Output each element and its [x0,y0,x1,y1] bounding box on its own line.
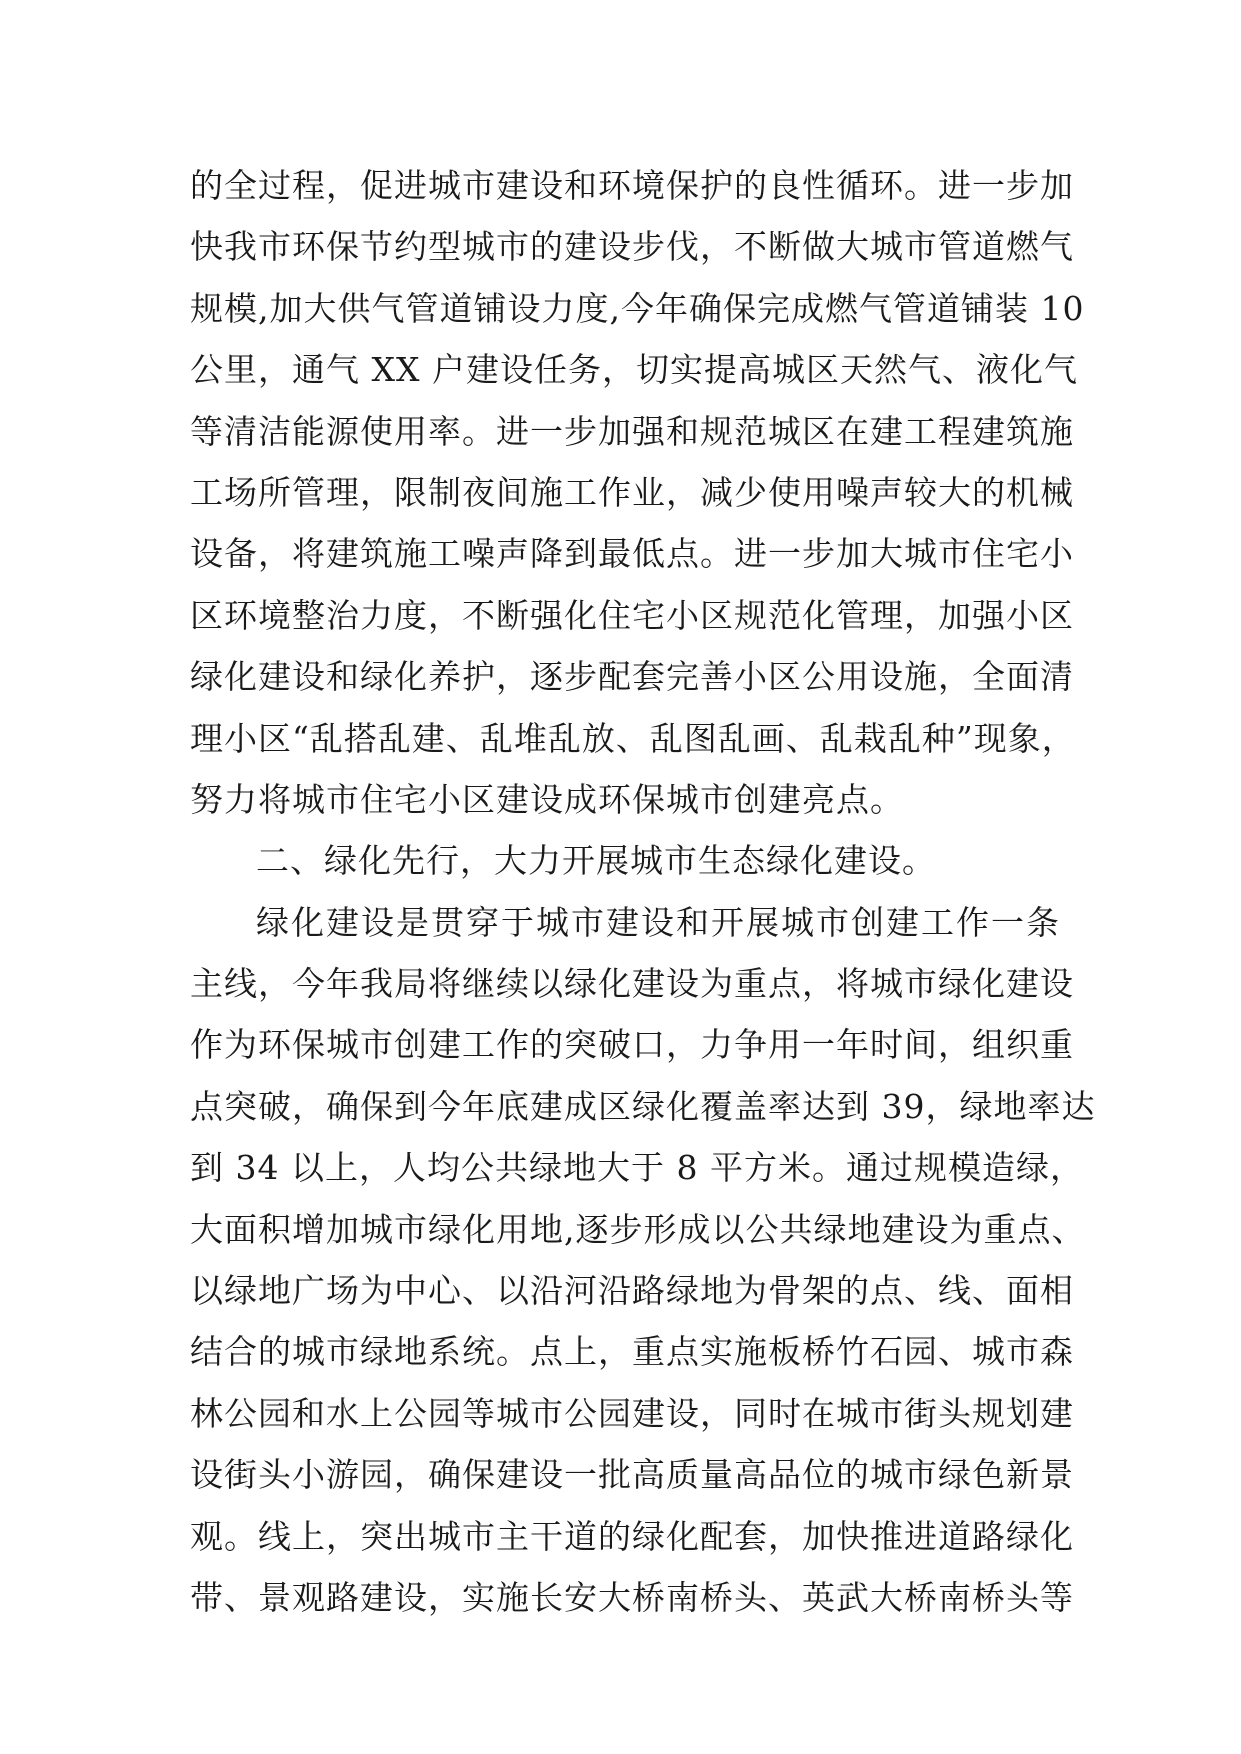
text-line: 等清洁能源使用率。进一步加强和规范城区在建工程建筑施 [190,411,1074,451]
text-line: 主线，今年我局将继续以绿化建设为重点，将城市绿化建设 [190,964,1074,1004]
text-line: 设街头小游园，确保建设一批高质量高品位的城市绿色新景 [190,1455,1074,1495]
paragraph-greening [190,892,1096,1629]
text-line: 林公园和水上公园等城市公园建设，同时在城市街头规划建 [190,1393,1074,1433]
text-line: 理小区“乱搭乱建、乱堆乱放、乱图乱画、乱栽乱种”现象， [190,718,1076,758]
document-body [190,155,1096,1628]
text-line: 绿化建设是贯穿于城市建设和开展城市创建工作一条 [256,902,1060,942]
text-line: 区环境整治力度，不断强化住宅小区规范化管理，加强小区 [190,595,1074,635]
text-line: 到 34 以上，人均公共绿地大于 8 平方米。通过规模造绿， [190,1148,1084,1188]
section-heading: 二、绿化先行，大力开展城市生态绿化建设。 [256,841,936,881]
text-line: 绿化建设和绿化养护，逐步配套完善小区公用设施，全面清 [190,657,1074,697]
text-line: 作为环保城市创建工作的突破口，力争用一年时间，组织重 [190,1025,1074,1065]
text-line: 以绿地广场为中心、以沿河沿路绿地为骨架的点、线、面相 [190,1271,1074,1311]
text-line: 工场所管理，限制夜间施工作业，减少使用噪声较大的机械 [190,472,1074,512]
text-line: 带、景观路建设，实施长安大桥南桥头、英武大桥南桥头等 [190,1577,1074,1617]
paragraph-environment [190,155,1085,830]
text-line: 努力将城市住宅小区建设成环保城市创建亮点。 [190,779,904,819]
text-line: 点突破，确保到今年底建成区绿化覆盖率达到 39，绿地率达 [190,1086,1096,1126]
text-line: 大面积增加城市绿化用地,逐步形成以公共绿地建设为重点、 [190,1209,1086,1249]
text-line: 结合的城市绿地系统。点上，重点实施板桥竹石园、城市森 [190,1332,1074,1372]
text-line: 公里，通气 XX 户建设任务，切实提高城区天然气、液化气 [190,350,1078,390]
text-line: 设备，将建筑施工噪声降到最低点。进一步加大城市住宅小 [190,534,1074,574]
text-line: 规模,加大供气管道铺设力度,今年确保完成燃气管道铺装 10 [190,288,1085,328]
text-line: 观。线上，突出城市主干道的绿化配套，加快推进道路绿化 [190,1516,1074,1556]
text-line: 快我市环保节约型城市的建设步伐，不断做大城市管道燃气 [190,227,1074,267]
text-line: 的全过程，促进城市建设和环境保护的良性循环。进一步加 [190,166,1074,205]
